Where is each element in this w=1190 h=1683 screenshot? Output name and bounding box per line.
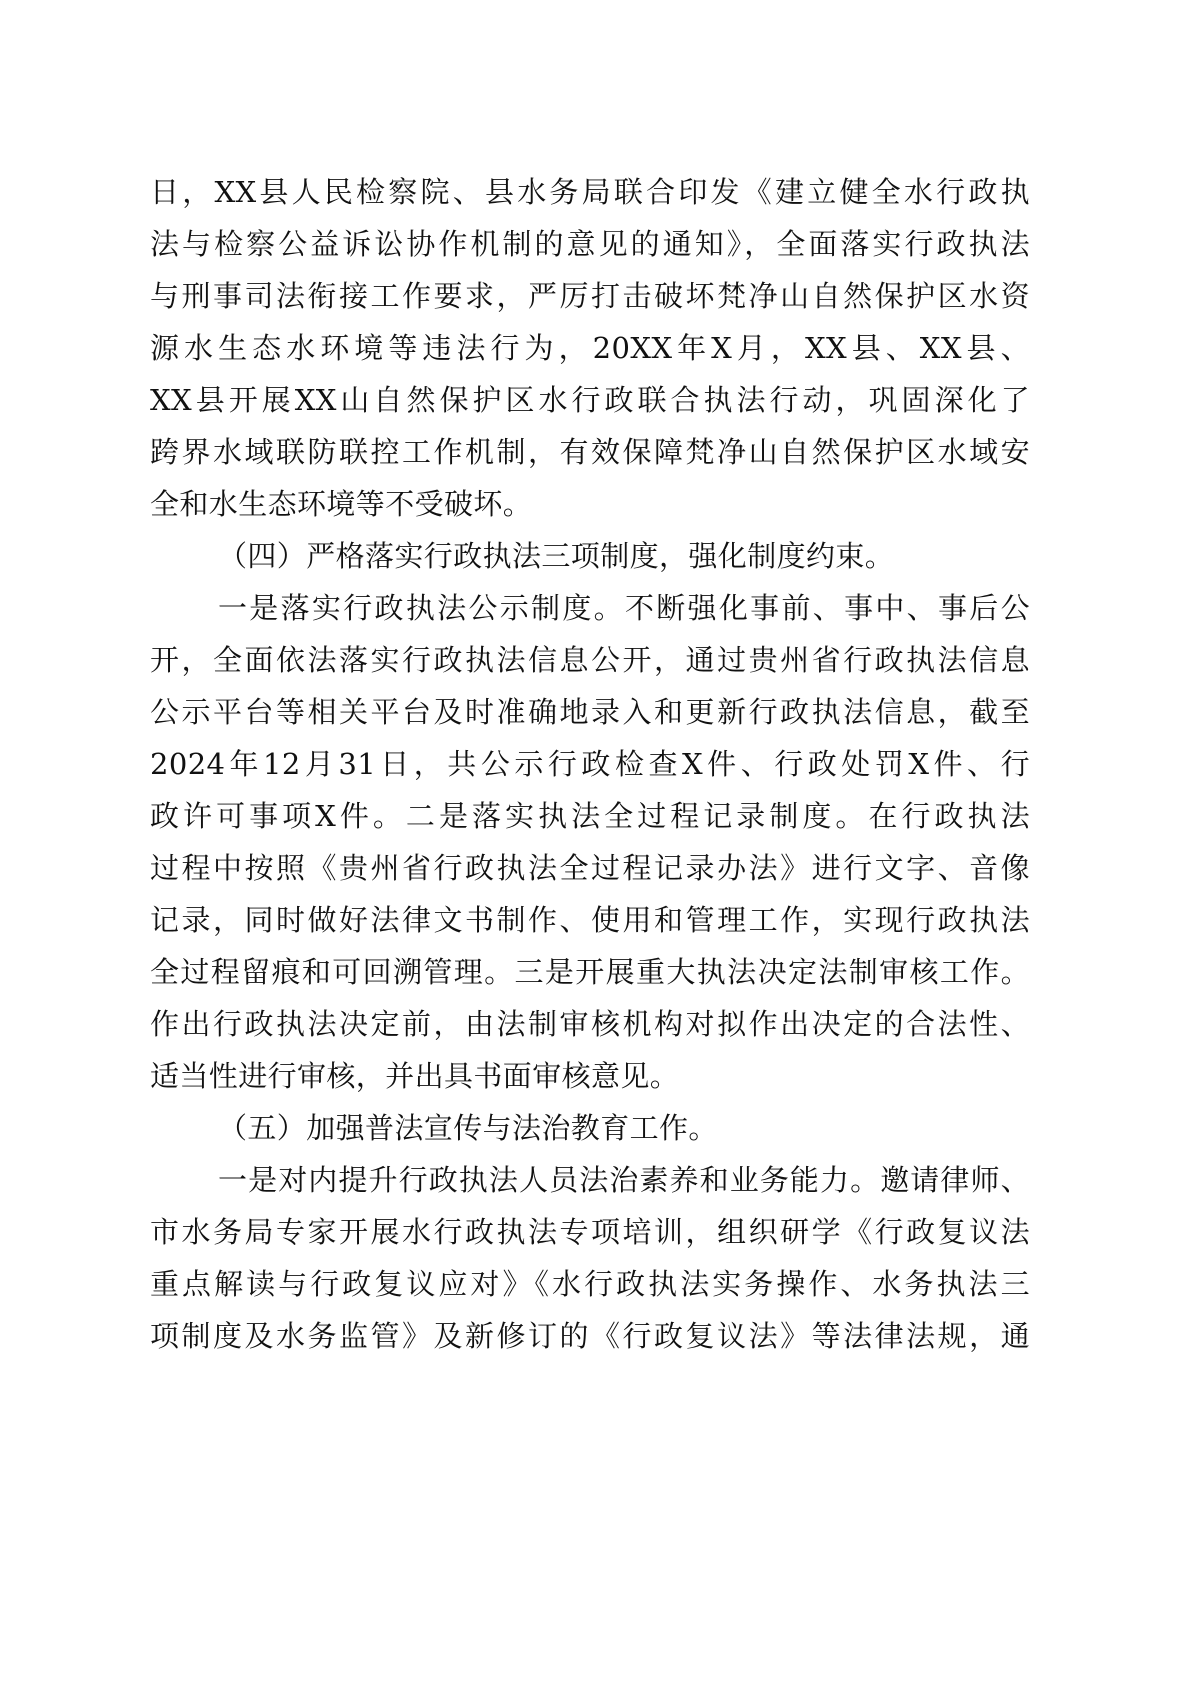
text-line-22: 重点解读与行政复议应对》《水行政执法实务操作、水务执法三	[150, 1267, 1030, 1301]
text-line-21: 市水务局专家开展水行政执法专项培训，组织研学《行政复议法	[150, 1215, 1030, 1249]
text-line-6: 跨界水域联防联控工作机制，有效保障梵净山自然保护区水域安	[150, 435, 1030, 469]
text-line-9: 一是落实行政执法公示制度。不断强化事前、事中、事后公	[218, 591, 1030, 625]
section-heading-4: （四）严格落实行政执法三项制度，强化制度约束。	[218, 539, 895, 573]
text-line-13: 政许可事项X件。二是落实执法全过程记录制度。在行政执法	[150, 799, 1030, 833]
text-line-17: 作出行政执法决定前，由法制审核机构对拟作出决定的合法性、	[150, 1007, 1030, 1041]
text-line-1: 日，XX县人民检察院、县水务局联合印发《建立健全水行政执	[150, 175, 1030, 209]
text-line-2: 法与检察公益诉讼协作机制的意见的通知》，全面落实行政执法	[150, 227, 1030, 261]
section-heading-5: （五）加强普法宣传与法治教育工作。	[218, 1111, 718, 1145]
text-line-16: 全过程留痕和可回溯管理。三是开展重大执法决定法制审核工作。	[150, 955, 1030, 989]
text-line-12: 2024年12月31日，共公示行政检查X件、行政处罚X件、行	[150, 747, 1030, 781]
text-line-18: 适当性进行审核，并出具书面审核意见。	[150, 1059, 680, 1093]
text-line-5: XX县开展XX山自然保护区水行政联合执法行动，巩固深化了	[150, 383, 1030, 417]
text-line-3: 与刑事司法衔接工作要求，严厉打击破坏梵净山自然保护区水资	[150, 279, 1030, 313]
text-line-11: 公示平台等相关平台及时准确地录入和更新行政执法信息，截至	[150, 695, 1030, 729]
text-line-4: 源水生态水环境等违法行为，20XX年X月，XX县、XX县、	[150, 331, 1030, 365]
text-line-20: 一是对内提升行政执法人员法治素养和业务能力。邀请律师、	[218, 1163, 1030, 1197]
text-line-14: 过程中按照《贵州省行政执法全过程记录办法》进行文字、音像	[150, 851, 1030, 885]
text-line-15: 记录，同时做好法律文书制作、使用和管理工作，实现行政执法	[150, 903, 1030, 937]
text-line-10: 开，全面依法落实行政执法信息公开，通过贵州省行政执法信息	[150, 643, 1030, 677]
text-line-23: 项制度及水务监管》及新修订的《行政复议法》等法律法规，通	[150, 1319, 1030, 1353]
text-line-7: 全和水生态环境等不受破坏。	[150, 487, 533, 521]
